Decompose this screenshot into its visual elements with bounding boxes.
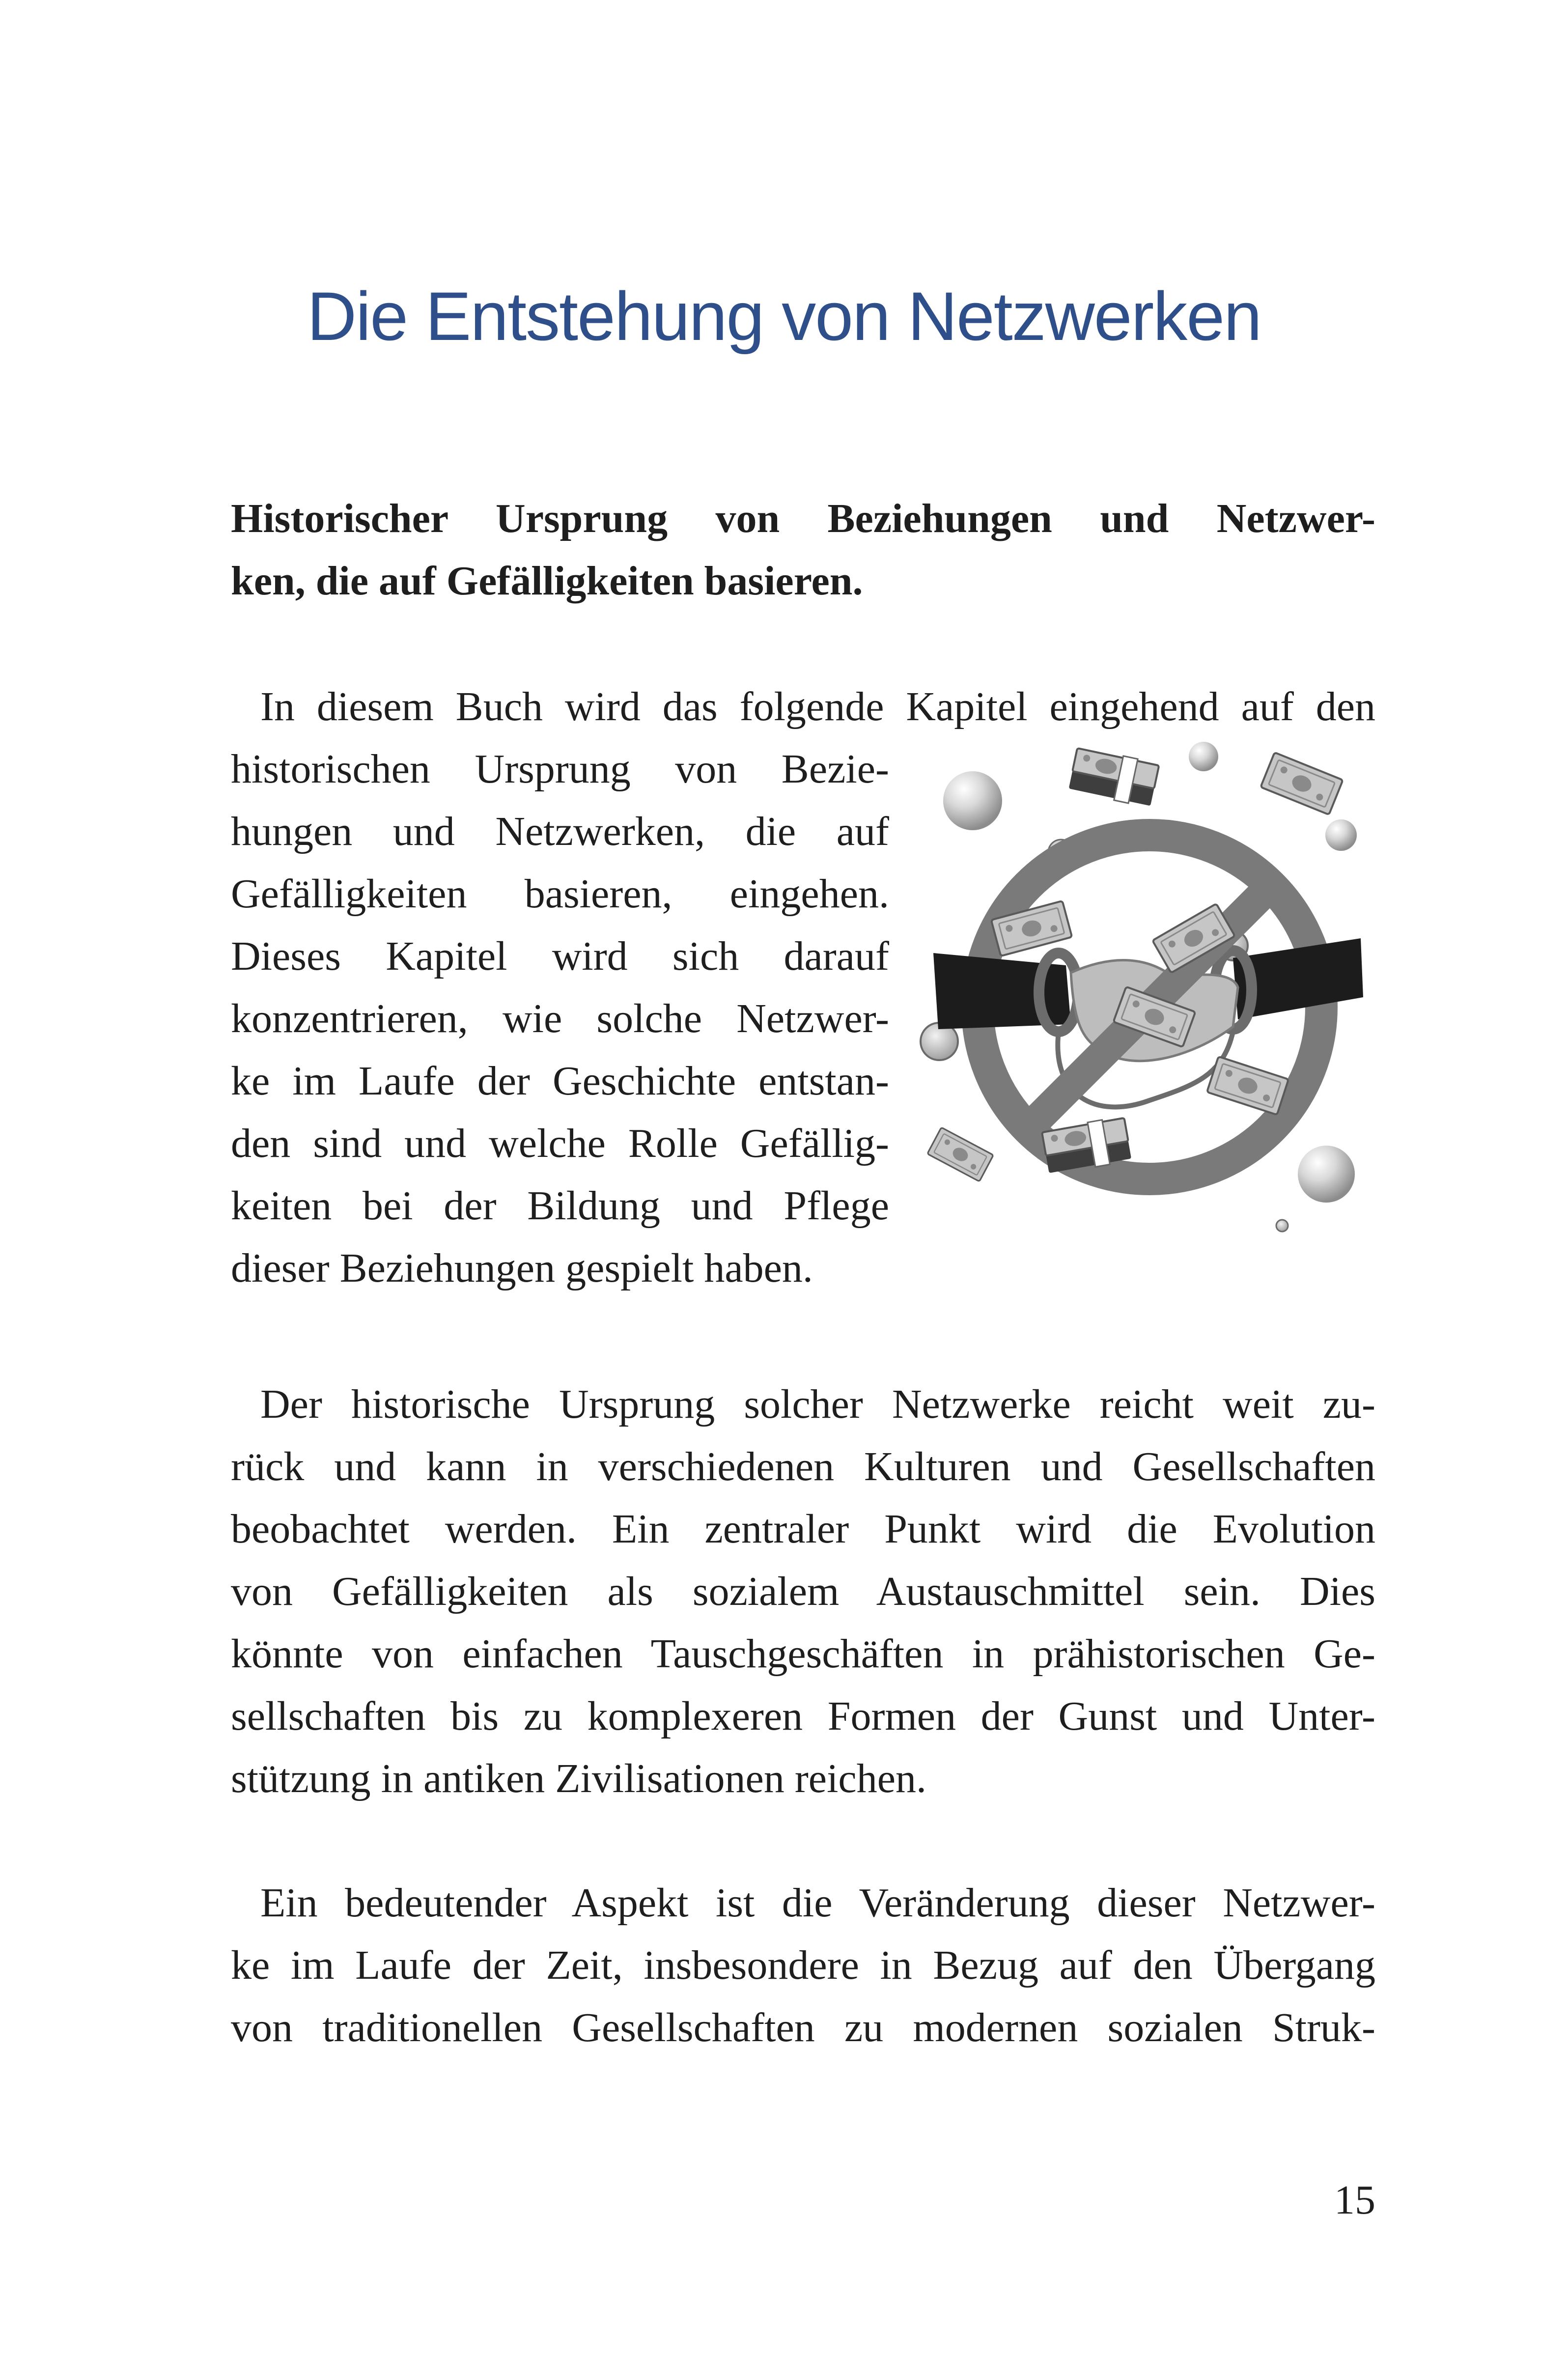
bubble-icon xyxy=(1189,742,1218,771)
paragraph-line: könnte von einfachen Tauschgeschäften in prähistorischen Ge- xyxy=(231,1631,1375,1677)
paragraph-line: rück und kann in verschiedenen Kulturen und Gesellschaften xyxy=(231,1444,1375,1489)
paragraph-line: Gefälligkeiten basieren, eingehen. xyxy=(231,871,889,917)
paragraph-line: beobachtet werden. Ein zentraler Punkt wird die Evolution xyxy=(231,1506,1375,1552)
paragraph-line: Ein bedeutender Aspekt ist die Veränderung dieser Netzwer- xyxy=(260,1880,1375,1926)
paragraph-line: keiten bei der Bildung und Pflege xyxy=(231,1183,889,1229)
page-number: 15 xyxy=(1334,2177,1375,2223)
paragraph-line: In diesem Buch wird das folgende Kapitel eingehend auf den xyxy=(260,684,1375,730)
bubble-icon xyxy=(943,771,1002,830)
paragraph-line: von Gefälligkeiten als sozialem Austauschmittel sein. Dies xyxy=(231,1569,1375,1614)
chapter-title: Die Entstehung von Netzwerken xyxy=(307,278,1261,355)
coin-icon xyxy=(1276,1220,1288,1232)
section-subheading xyxy=(231,487,1375,612)
no-bribery-illustration xyxy=(919,742,1380,1233)
paragraph-line: ke im Laufe der Geschichte entstan- xyxy=(231,1058,889,1104)
paragraph-line: stützung in antiken Zivilisationen reichen. xyxy=(231,1756,926,1801)
paragraph-line: konzentrieren, wie solche Netzwer- xyxy=(231,996,889,1041)
banknote-icon xyxy=(1207,1057,1288,1115)
paragraph-line: Der historische Ursprung solcher Netzwerke reicht weit zu- xyxy=(260,1381,1375,1427)
paragraph-line: hungen und Netzwerken, die auf xyxy=(231,809,889,854)
subheading-line: ken, die auf Gefälligkeiten basieren. xyxy=(231,558,863,604)
paragraph-3 xyxy=(231,1872,1375,2059)
banknote-icon xyxy=(1260,753,1343,815)
bubble-icon xyxy=(1325,819,1357,851)
paragraph-line: Dieses Kapitel wird sich darauf xyxy=(231,933,889,979)
paragraph-line: von traditionellen Gesellschaften zu modernen sozialen Struk- xyxy=(231,2005,1375,2050)
money-stack-icon xyxy=(1068,746,1159,808)
wrapped-text-column xyxy=(231,738,889,1299)
subheading-line: Historischer Ursprung von Beziehungen und Netzwer- xyxy=(231,496,1375,541)
bubble-icon xyxy=(1298,1146,1355,1203)
paragraph-line: sellschaften bis zu komplexeren Formen der Gunst und Unter- xyxy=(231,1693,1375,1739)
paragraph-line: ke im Laufe der Zeit, insbesondere in Bezug auf den Übergang xyxy=(231,1942,1375,1988)
paragraph-2 xyxy=(231,1373,1375,1810)
paragraph-line: historischen Ursprung von Bezie- xyxy=(231,746,889,792)
banknote-icon xyxy=(927,1127,993,1181)
paragraph-line: dieser Beziehungen gespielt haben. xyxy=(231,1245,813,1291)
paragraph-line: den sind und welche Rolle Gefällig- xyxy=(231,1121,889,1166)
